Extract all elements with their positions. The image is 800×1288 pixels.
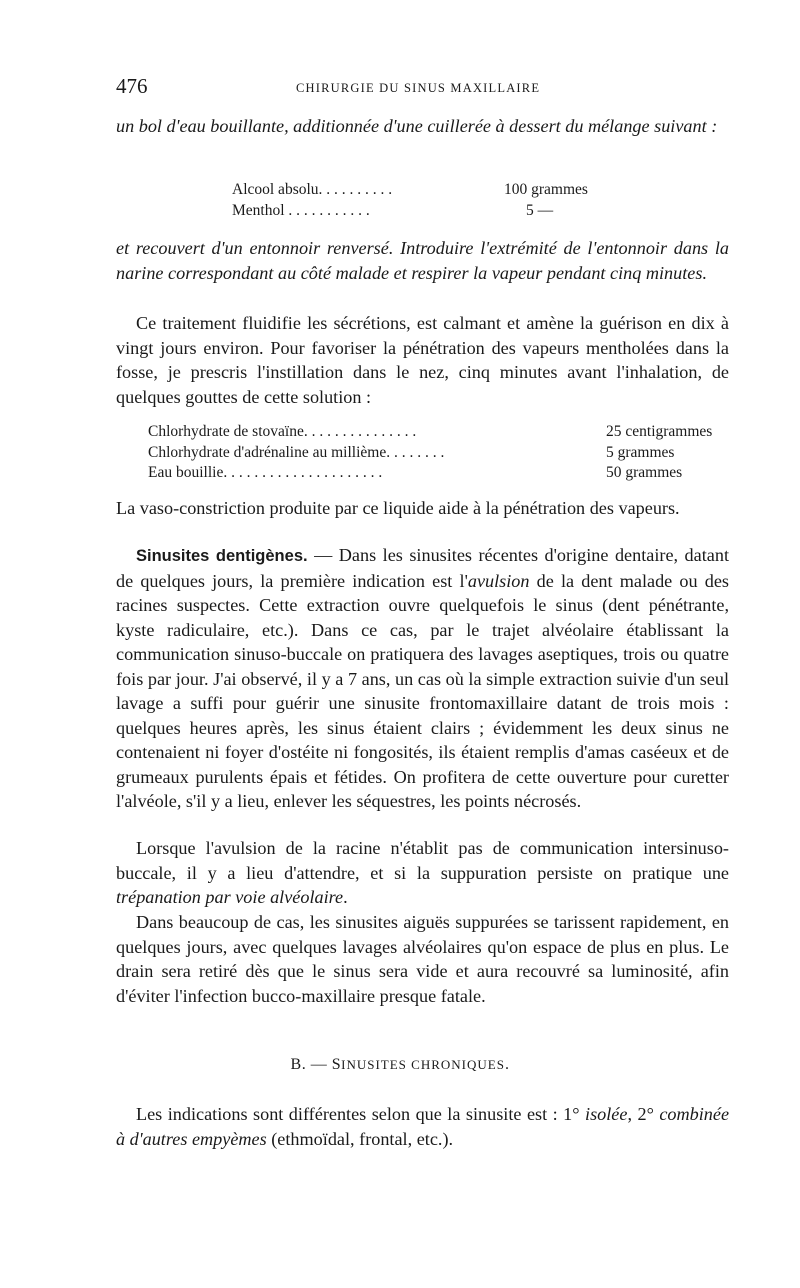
text-run: — Dans les sinusites récentes d'origine dentaire, datant de quelques jours, la première indication est l' [116, 545, 729, 591]
paragraph-intro [116, 114, 729, 139]
text-run: . [343, 887, 348, 907]
formula-row [148, 463, 748, 484]
formula-ingredient: Chlorhydrate de stovaïne. . . . . . . . . . . . . . . [148, 423, 417, 440]
text-run-italic: avulsion [467, 570, 530, 591]
formula-ingredient: Menthol . . . . . . . . . . . [232, 201, 370, 219]
text-run-italic: combinée à d'autres empyèmes [116, 1104, 730, 1149]
formula-dose: 100 grammes [504, 181, 588, 198]
running-title: CHIRURGIE DU SINUS MAXILLAIRE [296, 81, 541, 95]
formula-dose: 25 centigrammes [606, 423, 713, 440]
formula-row [232, 180, 612, 201]
paragraph-text [116, 1102, 729, 1151]
formula-row [148, 422, 748, 443]
text-run: Les indications sont différentes selon que la sinusite est : 1° [136, 1104, 586, 1124]
paragraph-dans-beaucoup [116, 910, 729, 1008]
paragraph-text: La vaso-constriction produite par ce liquide aide à la pénétration des vapeurs. [116, 498, 680, 518]
text-run: (ethmoïdal, frontal, etc.). [266, 1128, 454, 1149]
formula-ingredient: Eau bouillie. . . . . . . . . . . . . . . . . . . . . [148, 464, 383, 481]
formula-dose: 5 grammes [606, 443, 675, 461]
paragraph-indications [116, 1102, 729, 1151]
paragraph-text: et recouvert d'un entonnoir renversé. Introduire l'extrémité de l'entonnoir dans la narine correspondant au côté malade et respirer la vapeur pendant cinq minutes. [116, 238, 729, 283]
paragraph-text [116, 543, 729, 814]
formula-inhalation [232, 180, 612, 221]
paragraph-text: Dans beaucoup de cas, les sinusites aiguës suppurées se tarissent rapidement, en quelques jours, avec quelques lavages alvéolaires qu'on espace de plus en plus. Le drain sera retiré dès que le sinus sera vide et aura recouvré sa luminosité, afin d'éviter l'infection bucco-maxillaire presque fatale. [116, 912, 729, 1006]
paragraph-traitement [116, 311, 729, 409]
paragraph-entonnoir [116, 236, 729, 285]
formula-row [148, 443, 748, 464]
formula-dose: 5 — [526, 201, 554, 219]
section-title [0, 1056, 800, 1074]
formula-dose: 50 grammes [606, 464, 683, 481]
paragraph-text [116, 836, 729, 910]
formula-ingredient: Alcool absolu. . . . . . . . . . [232, 181, 393, 198]
text-run-italic: trépanation par voie alvéolaire [116, 887, 344, 907]
paragraph-text: Ce traitement fluidifie les sécrétions, est calmant et amène la guérison en dix à vingt jours environ. Pour favoriser la pénétration des vapeurs mentholées dans la fosse, je prescris l'instillation dans le nez, cinq minutes avant l'inhalation, de quelques gouttes de cette solution : [116, 313, 729, 407]
section-smallcaps: INUSITES CHRONIQUES [341, 1057, 505, 1072]
text-run: , 2° [627, 1104, 660, 1124]
formula-row [232, 201, 612, 222]
formula-instillation [148, 422, 748, 484]
text-run-italic: isolée [585, 1104, 628, 1124]
section-suffix: . [504, 1056, 510, 1073]
page-header [116, 76, 730, 100]
paragraph-text: un bol d'eau bouillante, additionnée d'une cuillerée à dessert du mélange suivant : [116, 116, 718, 136]
page-number: 476 [116, 74, 148, 98]
formula-ingredient: Chlorhydrate d'adrénaline au millième. . . . . . . . [148, 443, 445, 461]
text-run: Lorsque l'avulsion de la racine n'établit pas de communication intersinuso-buccale, il y a lieu d'attendre, et si la suppuration persiste on pratique une [116, 838, 729, 883]
section-heading: Sinusites dentigènes. [136, 547, 308, 565]
paragraph-lorsque [116, 836, 729, 910]
text-run: de la dent malade ou des racines suspectes. Cette extraction ouvre quelquefois le sinus (dent pénétrante, kyste radiculaire, etc.). Dans ce cas, par le trajet alvéolaire établissant la communication sinuso-buccale on pratiquera des lavages aseptiques, trois ou quatre fois par jour. J'ai observé, il y a 7 ans, un cas où la simple extraction suivie d'un seul lavage a suffi pour guérir une sinusite frontomaxillaire datant de trois mois : quelques heures après, les sinus étaient clairs ; évidemment les deux sinus ne contenaient ni foyer d'ostéite ni fongosités, ils étaient remplis d'amas caséeux et de grumeaux purulents épais et fétides. On profitera de cette ouverture pour curetter l'alvéole, s'il y a lieu, enlever les séquestres, les points nécrosés. [116, 570, 729, 811]
section-prefix: B. — S [290, 1056, 342, 1073]
paragraph-sinusites-dentigenes [116, 543, 729, 814]
paragraph-vaso-constriction [116, 496, 729, 521]
